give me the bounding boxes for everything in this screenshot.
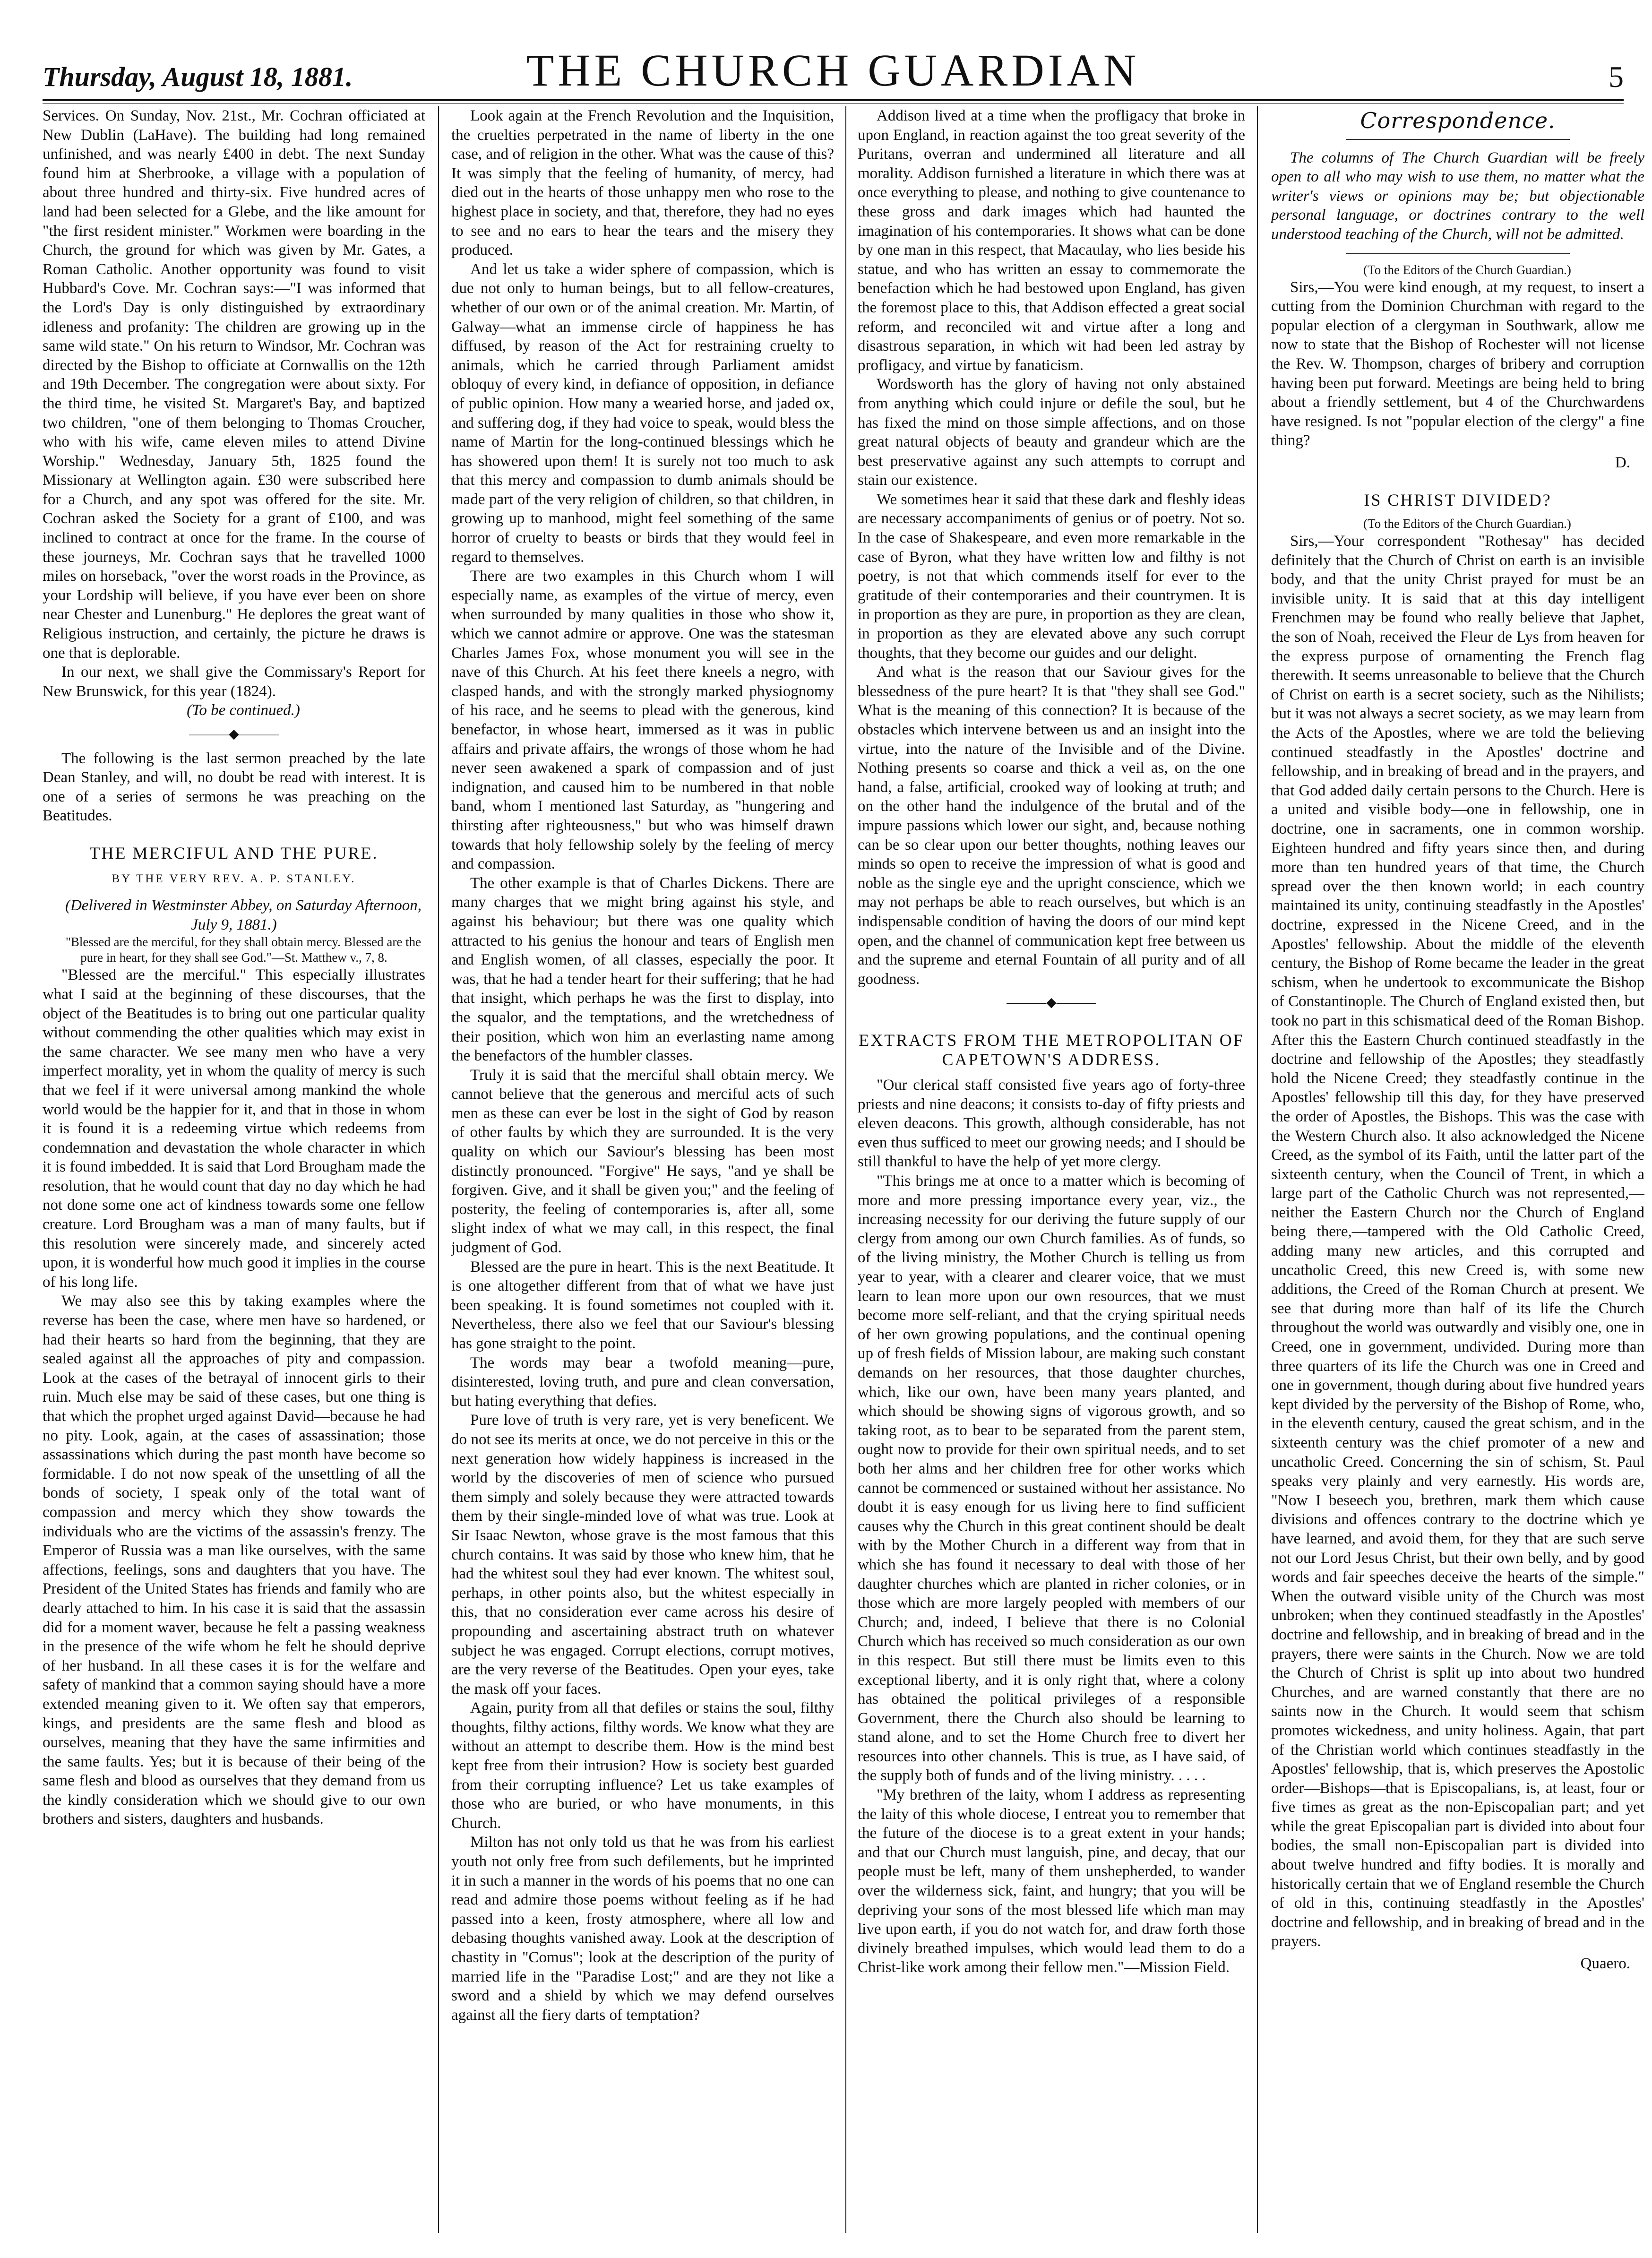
article-heading: EXTRACTS FROM THE METROPOLITAN OF CAPETOWN'S ADDRESS. — [859, 1030, 1244, 1069]
ornament-divider: ———◆——— — [1007, 995, 1096, 1010]
intro-paragraph: The following is the last sermon preached by the late Dean Stanley, and will, no doubt be read with interest. It is one of a series of sermons he was preaching on the Beatitudes. — [43, 750, 425, 825]
masthead-rule — [43, 99, 1624, 101]
letter-body: Sirs,—You were kind enough, at my request, to insert a cutting from the Dominion Churchman with regard to the popular election of a clergyman in Southwark, allow me now to state that the Bishop of Rochester will not license the Rev. W. Thompson, charges of bribery and corruption having been put forward. Meetings are being held to bring about a friendly settlement, but 4 of the Churchwardens have resigned. Is not "popular election of the clergy" a fine thing? — [1271, 278, 1644, 449]
section-rule — [1346, 139, 1570, 140]
column-divider — [845, 106, 846, 2233]
paragraph: We may also see this by taking examples where the reverse has been the case, where men have so hardened, or had their hearts so hard from the beginning, that they are sealed against all the approaches of pity and compassion. Look at the cases of the betrayal of innocent girls to their ruin. Much else may be said of these cases, but one thing is that which the prophet urged against David—because he had no pity. Look, again, at the cases of assassination; those assassinations which during the past month have become so formidable. I do not now speak of the unsettling of all the bonds of society, I speak only of the total want of compassion and mercy which they show towards the individuals who are the victims of the assassin's frenzy. The Emperor of Russia was a man like ourselves, with the same affections, feelings, sons and daughters that you have. The President of the United States has friends and family who are dearly attached to him. In his case it is said that the assassin did for a moment waver, because he felt a passing weakness in the presence of the wife whom he felt he should deprive of her husband. In all these cases it is for the welfare and safety of mankind that a common saying should have a more extended meaning given to it. We often say that emperors, kings, and presidents are the same flesh and blood as ourselves, meaning that they have the same infirmities and the same faults. Yes; but it is because of their being of the same flesh and blood as ourselves that they demand from us the kindly consideration which we should give to our own brothers and sisters, daughters and husbands. — [43, 1293, 425, 1828]
column-2 — [451, 106, 834, 2233]
paragraph: Pure love of truth is very rare, yet is very beneficent. We do not see its merits at once, we do not perceive in this or the next generation how widely happiness is increased in the world by the discoveries of men of science who pursued them simply and solely because they were attracted towards them by their single-minded love of what was true. Look at Sir Isaac Newton, whose grave is the most famous that this church contains. It was said by those who knew him, that he had the whitest soul they had ever known. The whitest soul, perhaps, in other points also, but the whitest especially in this, that no consideration ever came across his desire of propounding and ascertaining abstract truth on whatever subject he was engaged. Corrupt elections, corrupt motives, are the very reverse of the Beatitudes. Open your eyes, take the mask off your faces. — [451, 1412, 834, 1698]
paragraph: We sometimes hear it said that these dark and fleshly ideas are necessary accompaniments of genius or of poetry. Not so. In the case of Shakespeare, and even more remarkable in the case of Byron, what they have written low and filthy is not poetry, is not that which commends itself for ever to the gratitude of their contemporaries and their countrymen. It is in proportion as they are pure, in proportion as they are clean, in proportion as they are elevated above any such corrupt thoughts, that they become our guides and our delight. — [858, 491, 1245, 662]
ornament-divider: ———◆——— — [189, 727, 279, 741]
section-heading: Correspondence. — [1360, 108, 1556, 133]
paragraph: And what is the reason that our Saviour gives for the blessedness of the pure heart? It is that "they shall see God." What is the meaning of this connection? It is because of the obstacles which intervene between us and an insight into the virtue, into the nature of the Invisible and of the Divine. Nothing presents so coarse and thick a veil as, on the one hand, a false, artificial, crooked way of looking at truth; and on the other hand the indulgence of the brutal and of the impure passions which lower our sight, and, because nothing can be so clear upon our better thoughts, nothing leaves our minds so open to receive the impression of what is good and noble as the single eye and the upright conscience, which we may not perhaps be able to reach ourselves, but which is an indispensable condition of having the doors of our mind kept open, and the channel of communication kept free between us and the supreme and eternal Fountain of all purity and of all goodness. — [858, 664, 1245, 988]
newspaper-title: THE CHURCH GUARDIAN — [526, 45, 1140, 95]
column-1 — [43, 106, 425, 2233]
paragraph: Addison lived at a time when the profligacy that broke in upon England, in reaction against the too great severity of the Puritans, overran and undermined all literature and all morality. Addison furnished a literature in which there was at once everything to please, and nothing to give countenance to these gross and dark images which had haunted the imagination of his contemporaries. It shows what can be done by one man in this respect, that Macaulay, who lies beside his statue, and who has written an essay to commemorate the benefaction which he had bestowed upon England, has given the foremost place to this, that Addison effected a great social reform, and reconciled wit and virtue after a long and disastrous separation, in which wit had been led astray by profligacy, and virtue by fanaticism. — [858, 107, 1245, 374]
epigraph: "Blessed are the merciful, for they shall obtain mercy. Blessed are the pure in heart, for they shall see God."—St. Matthew v., 7, 8. — [65, 935, 422, 965]
paragraph: And let us take a wider sphere of compassion, which is due not only to human beings, but to all fellow-creatures, whether of our own or of the animal creation. Mr. Martin, of Galway—what an immense circle of happiness he has diffused, by reason of the Act for restraining cruelty to animals, which he carried through Parliament amidst obloquy of every kind, in defiance of opposition, in defiance of public opinion. How many a wearied horse, and jaded ox, and suffering dog, if they had voice to speak, would bless the name of Martin for the long-continued blessings which he has showered upon them! It is surely not too much to ask that this mercy and compassion to dumb animals should be made part of the very religion of children, so that children, in growing up to manhood, might feel something of the same horror of cruelty to beasts or birds that they would feel in regard to themselves. — [451, 260, 834, 566]
paragraph: "This brings me at once to a matter which is becoming of more and more pressing importance every year, viz., the increasing necessity for our deriving the future supply of our clergy from among our own Church families. As of funds, so of the living ministry, the Mother Church is telling us from year to year, with a clearer and clearer voice, that we must learn to lean more upon our own resources, that we must become more self-reliant, and that the crying spiritual needs of her own growing populations, and the continual opening up of fresh fields of Mission labour, are making such constant demands on her resources, that those daughter churches, which, like our own, have been many years planted, and which should be showing signs of vigorous growth, and so taking root, as to bear to be separated from the parent stem, ought now to provide for their own spiritual needs, and to set both her alms and her children free for other works which cannot be commenced or sustained without her assistance. No doubt it is easy enough for us living here to find sufficient causes why the Church in this great continent should be dealt with by the Mother Church in a different way from that in which she has found it necessary to deal with those of her daughter churches which are planted in richer colonies, or in those which are more largely peopled with members of our Church; and, indeed, I believe that there is no Colonial Church which has received so much consideration as our own in this respect. But still there must be limits even to this exceptional liberty, and it is only right that, where a colony has obtained the political privileges of a responsible Government, there the Church also should be learning to stand alone, and to set the Home Church free to divert her resources into other channels. This is true, as I have said, of the supply both of funds and of the living ministry. . . . . — [858, 1172, 1245, 1784]
letter-body: Sirs,—Your correspondent "Rothesay" has decided definitely that the Church of Christ on earth is an invisible body, and that the unity Christ prayed for must be an invisible unity. It is said that at this day intelligent Frenchmen may be found who really believe that Japhet, the son of Noah, received the Fleur de Lys from heaven for the express purpose of ornamenting the French flag therewith. It seems unreasonable to believe that the Church of Christ on earth is a secret society, such as the Nihilists; but it was not always a secret society, as we may learn from the Acts of the Apostles, where we are told the believing continued steadfastly in the Apostles' doctrine and fellowship, and in breaking of bread and in the prayers, and that God added daily certain persons to the Church. Here is a united and visible body—one in fellowship, one in doctrine, one in sacraments, one in common worship. Eighteen hundred and fifty years since then, and during more than ten hundred years of that time, the Church spread over the then known world; in each country maintained its unity, continuing steadfastly in the Apostles' doctrine, expressed in the Nicene Creed, and in the Apostles' fellowship. About the middle of the eleventh century, the Bishop of Rome became the leader in the great schism, when he undertook to excommunicate the Bishop of Constantinople. The Church of England existed then, but took no part in this schismatical deed of the Roman Bishop. After this the Eastern Church continued steadfastly in the doctrine and fellowship of the Apostles; they steadfastly hold the Nicene Creed; they steadfastly continue in the Apostles' fellowship till this day, for they have preserved the order of Apostles, the Bishops. This was the case with the Western Church also. It also acknowledged the Nicene Creed, as the symbol of its Faith, until the latter part of the sixteenth century, when the Council of Trent, in which a large part of the Catholic Church was not represented,—neither the Eastern Church nor the Church of England being there,—tampered with the Old Catholic Creed, adding many new articles, and this corrupted and uncatholic Creed, this new Creed is, with some new additions, the Creed of the Roman Church at present. We see that during more than half of its life the Church throughout the world was outwardly and visibly one, one in Creed, one in government, undivided. During more than three quarters of its life the Church was one in Creed and one in government, though during about five hundred years kept divided by the perversity of the Bishop of Rome, who, in the eleventh century, caused the great schism, and in the sixteenth century was the chief promoter of a new and uncatholic Creed. Concerning the sin of schism, St. Paul speaks very plainly and very earnestly. His words are, "Now I beseech you, brethren, mark them which cause divisions and offences contrary to the doctrine which ye have learned, and avoid them, for they that are such serve not our Lord Jesus Christ, but their own belly, and by good words and fair speeches deceive the hearts of the simple." When the outward visible unity of the Church was most unbroken; when they continued steadfastly in the Apostles' doctrine and fellowship, and in breaking of bread and in the prayers, there were saints in the Church. Now we are told the Church of Christ is split up into about two hundred Churches, and are warned constantly that there are no saints now in the Church. It would seem that schism promotes wickedness, and unity holiness. Again, that part of the Christian world which continues steadfastly in the Apostles' fellowship, that is, which preserves the Apostolic order—Bishops—that is Episcopalians, is, at least, four or five times as great as the non-Episcopalian part; and yet while the great Episcopalian part is divided into about four bodies, the small non-Episcopalian part is divided into about twelve hundred and fifty bodies. It is morally and historically certain that we of England resemble the Church of old in this, continuing steadfastly in the Apostles' doctrine and fellowship, and in breaking of bread and in the prayers. — [1271, 533, 1644, 1950]
paragraph: The other example is that of Charles Dickens. There are many charges that we might bring against his style, and against his behaviour; but there was one quality which attracted to his genius the honour and tears of English men and English women, of all classes, especially the poor. It was, that he had a tender heart for their suffering; that he had that insight, which perhaps he was the first to display, into the squalor, and the temptations, and the wretchedness of their position, which won him an everlasting name among the benefactors of the humbler classes. — [451, 874, 834, 1065]
paragraph: Again, purity from all that defiles or stains the soul, filthy thoughts, filthy actions, filthy words. We know what they are without an attempt to describe them. How is the mind best kept free from their intrusion? How is society best guarded from their corrupting influence? Let us take examples of those who are buried, or who have monuments, in this Church. — [451, 1699, 834, 1832]
editorial-notice: The columns of The Church Guardian will be freely open to all who may wish to use them, no matter what the writer's views or opinions may be; but objectionable personal language, or doctrines contrary to the well understood teaching of the Church, will not be admitted. — [1271, 149, 1644, 243]
letter-signature: Quaero. — [1580, 1955, 1630, 1973]
paragraph: Wordsworth has the glory of having not only abstained from anything which could injure or defile the soul, but he has fixed the mind on those simple affections, and on those great natural objects of beauty and grandeur which are the best preservative against any such attempts to corrupt and stain our existence. — [858, 376, 1245, 489]
paragraph: Milton has not only told us that he was from his earliest youth not only free from such defilements, but he imprinted it in such a manner in the words of his poems that no one can read and admire those poems without feeling as if he had passed into a keen, frosty atmosphere, where all low and debasing thoughts vanished away. Look at the description of chastity in "Comus"; look at the description of the purity of married life in the "Paradise Lost;" and are they not like a sword and a shield by which we may defend ourselves against all the fiery darts of temptation? — [451, 1834, 834, 2024]
page-number: 5 — [1609, 60, 1624, 94]
column-3 — [858, 106, 1245, 2233]
section-rule — [1346, 253, 1570, 254]
paragraph: Look again at the French Revolution and the Inquisition, the cruelties perpetrated in the name of liberty in the one case, and of religion in the other. What was the cause of this? It was simply that the feeling of humanity, of mercy, had died out in the hearts of those unhappy men who rose to the highest place in society, and that, therefore, they had no eyes to see and no ears to hear the tears and the misery they produced. — [451, 107, 834, 259]
column-divider — [438, 106, 439, 2233]
paragraph: "Blessed are the merciful." This especially illustrates what I said at the beginning of these discourses, that the object of the Beatitudes is to bring out one particular quality without commending the other qualities which may exist in the same character. We see many men who have a very imperfect morality, yet in whom the quality of mercy is such that we feel if it were universal among mankind the whole world would be the happier for it, and that in those in whom it is found it is a redeeming virtue which redeems from condemnation and devastation the whole character in which it is found imbedded. It is said that Lord Brougham made the resolution, that he would count that day no day which he had not done some one act of kindness towards some one fellow creature. Lord Brougham was a man of many faults, but if this resolution were sincerely made, and sincerely acted upon, it is wonderful how much good it implies in the course of his long life. — [43, 966, 425, 1291]
paragraph: There are two examples in this Church whom I will especially name, as examples of the virtue of mercy, even when surrounded by many qualities in those who show it, which we cannot admire or approve. One was the statesman Charles James Fox, whose monument you will see in the nave of this Church. At his feet there kneels a negro, with clasped hands, and with the strongly marked physiognomy of his race, and he seems to plead with the generous, kind benefactor, in whose heart, immersed as it was in public affairs and private affairs, the wrongs of those whom he had never seen awakened a spark of compassion and of just indignation, and caused him to be numbered in that noble band, whom I mentioned last Saturday, as "hungering and thirsting after righteousness," but who was himself drawn towards that holy fellowship solely by the feeling of mercy and compassion. — [451, 568, 834, 873]
letter-address: (To the Editors of the Church Guardian.) — [1363, 517, 1571, 531]
column-4 — [1271, 106, 1644, 2233]
letter-signature: D. — [1615, 454, 1630, 471]
byline: BY THE VERY REV. A. P. STANLEY. — [112, 872, 356, 885]
paragraph: The words may bear a twofold meaning—pure, disinterested, loving truth, and pure and clean conversation, but hating everything that defies. — [451, 1354, 834, 1410]
paragraph: "Our clerical staff consisted five years ago of forty-three priests and nine deacons; it consists to-day of fifty priests and eleven deacons. This growth, although considerable, has not even thus sufficed to meet our growing needs; and I should be still thankful to have the help of yet more clergy. — [858, 1077, 1245, 1171]
paragraph: Services. On Sunday, Nov. 21st., Mr. Cochran officiated at New Dublin (LaHave). The building had long remained unfinished, and was nearly £400 in debt. The next Sunday found him at Sherbrooke, a village with a population of about three hundred and thirty-six. Five hundred acres of land had been selected for a Glebe, and the like amount for "the first resident minister." Workmen were boarding in the Church, the ground for which was given by Mr. Gates, a Roman Catholic. Another opportunity was found to visit Hubbard's Cove. Mr. Cochran says:—"I was informed that the Lord's Day is only distinguished by extraordinary idleness and profanity: The children are growing up in the same wild state." On his return to Windsor, Mr. Cochran was directed by the Bishop to officiate at Cornwallis on the 12th and 19th December. The congregation were about sixty. For the third time, he visited St. Margaret's Bay, and baptized two children, "one of them belonging to Thomas Croucher, who with his wife, came eleven miles to attend Divine Worship." Wednesday, January 5th, 1825 found the Missionary at Wellington again. £30 were subscribed here for a Church, and any spot was offered for the site. Mr. Cochran asked the Society for a grant of £100, and was inclined to contract at once for the frame. In the course of these journeys, Mr. Cochran says that he travelled 1000 miles on horseback, "over the worst roads in the Province, as your Lordship will believe, if you have ever been on shore near Chester and Lunenburg." He deplores the great want of Religious instruction, and certainly, the picture he draws is one that is deplorable. — [43, 107, 425, 662]
letter-address: (To the Editors of the Church Guardian.) — [1363, 262, 1571, 277]
masthead — [43, 43, 1624, 99]
paragraph: In our next, we shall give the Commissary's Report for New Brunswick, for this year (1824). — [43, 664, 425, 700]
letter-heading: IS CHRIST DIVIDED? — [1364, 490, 1552, 509]
paragraph: Blessed are the pure in heart. This is the next Beatitude. It is one altogether different from that of what we have just been speaking. It is found sometimes not coupled with it. Nevertheless, there also we feel that our Saviour's blessing has gone straight to the point. — [451, 1258, 834, 1352]
paragraph: "My brethren of the laity, whom I address as representing the laity of this whole diocese, I entreat you to remember that the future of the diocese is to a great extent in your hands; and that our Church must languish, pine, and decay, that our people must be left, many of them unshepherded, to wander over the wilderness sick, faint, and hungry; that you will be depriving your sons of the most blessed life which man may live upon earth, if you do not watch for, and draw forth those divinely breathed impulses, which would lead them to do a Christ-like work among their fellow men."—Mission Field. — [858, 1786, 1245, 1976]
delivered-note: (Delivered in Westminster Abbey, on Saturday Afternoon, July 9, 1881.) — [65, 897, 422, 933]
paragraph: Truly it is said that the merciful shall obtain mercy. We cannot believe that the generous and merciful acts of such men as these can ever be lost in the sight of God by reason of other faults by which they are surrounded. It is the very quality on which our Saviour's blessing has been most distinctly pronounced. "Forgive" He says, "and ye shall be forgiven. Give, and it shall be given you;" and the feeling of posterity, the feeling of contemporaries is, after all, some slight index of what we may call, in this respect, the final judgment of God. — [451, 1066, 834, 1257]
issue-date: Thursday, August 18, 1881. — [43, 61, 353, 92]
column-divider — [1257, 106, 1258, 2233]
continued-note: (To be continued.) — [187, 702, 300, 719]
article-heading: THE MERCIFUL AND THE PURE. — [89, 843, 379, 862]
